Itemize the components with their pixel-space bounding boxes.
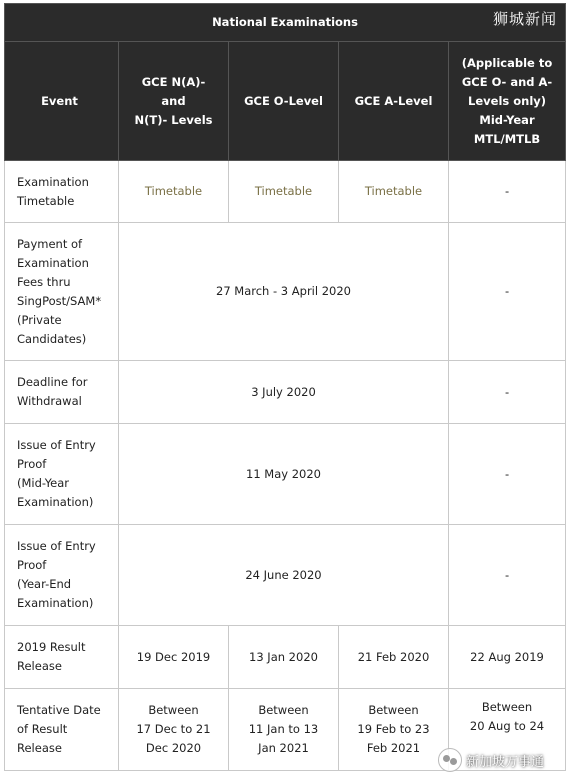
table-title-cell — [5, 4, 566, 42]
result-2019-a: 21 Feb 2020 — [339, 626, 449, 689]
table-row — [5, 161, 566, 223]
result-2019-o: 13 Jan 2020 — [229, 626, 339, 689]
col-header-event: Event — [5, 42, 119, 161]
column-header-row — [5, 42, 566, 161]
wechat-logo-icon — [438, 748, 462, 772]
row-label-result-2019: 2019 Result Release — [5, 626, 119, 689]
row-label-entry-end: Issue of Entry Proof (Year-End Examination) — [5, 525, 119, 626]
table-row — [5, 626, 566, 689]
col-header-mtl: (Applicable to GCE O- and A- Levels only) Mid-Year MTL/MTLB — [449, 42, 566, 161]
watermark-bottom-text: 新加坡万事通 — [466, 754, 545, 770]
result-2019-mtl: 22 Aug 2019 — [449, 626, 566, 689]
payment-mtl: - — [449, 223, 566, 361]
entry-mid-mtl: - — [449, 424, 566, 525]
entry-end-value: 24 June 2020 — [119, 525, 449, 626]
result-2019-nt: 19 Dec 2019 — [119, 626, 229, 689]
row-label-tentative: Tentative Date of Result Release — [5, 689, 119, 771]
withdrawal-value: 3 July 2020 — [119, 361, 449, 424]
watermark-bottom — [438, 748, 544, 772]
tentative-nt: Between 17 Dec to 21 Dec 2020 — [119, 689, 229, 771]
table-row — [5, 361, 566, 424]
timetable-mtl: - — [449, 161, 566, 223]
payment-value: 27 March - 3 April 2020 — [119, 223, 449, 361]
timetable-link-o[interactable]: Timetable — [229, 161, 339, 223]
table-title: National Examinations — [212, 15, 358, 29]
table-row — [5, 424, 566, 525]
timetable-link-a[interactable]: Timetable — [339, 161, 449, 223]
table-row — [5, 223, 566, 361]
timetable-link-nt[interactable]: Timetable — [119, 161, 229, 223]
col-header-a-level: GCE A-Level — [339, 42, 449, 161]
row-label-withdrawal: Deadline for Withdrawal — [5, 361, 119, 424]
entry-mid-value: 11 May 2020 — [119, 424, 449, 525]
row-label-payment: Payment of Examination Fees thru SingPost/SAM* (Private Candidates) — [5, 223, 119, 361]
entry-end-mtl: - — [449, 525, 566, 626]
tentative-a: Between 19 Feb to 23 Feb 2021 — [339, 689, 449, 771]
withdrawal-mtl: - — [449, 361, 566, 424]
exam-schedule-table — [4, 3, 566, 771]
row-label-entry-mid: Issue of Entry Proof (Mid-Year Examination) — [5, 424, 119, 525]
tentative-o: Between 11 Jan to 13 Jan 2021 — [229, 689, 339, 771]
table-row — [5, 525, 566, 626]
col-header-o-level: GCE O-Level — [229, 42, 339, 161]
title-row — [5, 4, 566, 42]
tentative-mtl: Between 20 Aug to 24 — [449, 689, 566, 771]
watermark-top: 狮城新闻 — [493, 10, 558, 28]
col-header-nt-levels: GCE N(A)- and N(T)- Levels — [119, 42, 229, 161]
row-label-timetable: Examination Timetable — [5, 161, 119, 223]
